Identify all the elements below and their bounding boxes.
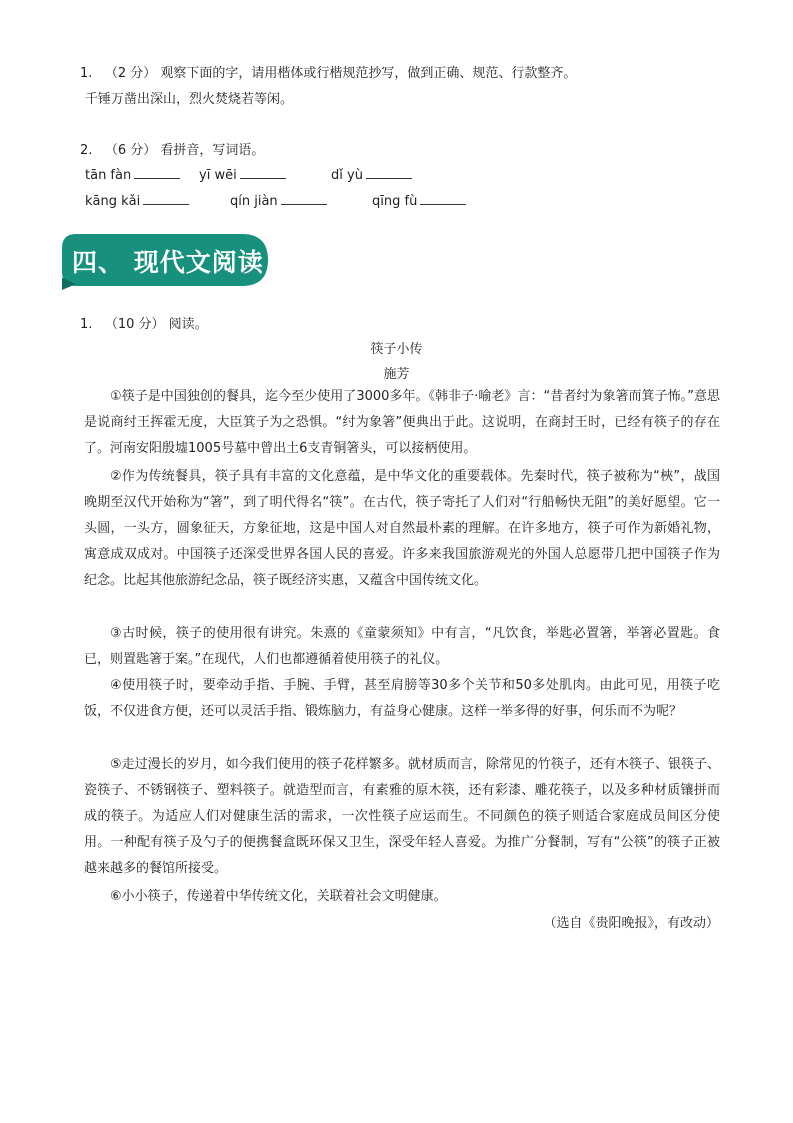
q3-line xyxy=(80,313,208,332)
q3-number: 1. xyxy=(80,317,93,332)
pinyin-item xyxy=(372,192,466,209)
q2-line xyxy=(80,139,264,158)
q1-number: 1. xyxy=(80,66,93,81)
section-banner xyxy=(62,234,268,286)
q2-points: （6 分） xyxy=(104,143,157,158)
article-paragraph-6: ⑥小小筷子，传递着中华传统文化，关联着社会文明健康。 xyxy=(110,889,447,904)
pinyin-text: yī wēi xyxy=(199,168,237,183)
answer-blank[interactable] xyxy=(366,166,412,179)
answer-blank[interactable] xyxy=(420,192,466,205)
answer-blank[interactable] xyxy=(240,166,286,179)
q1-copy-text: 千锤万凿出深山，烈火焚烧若等闲。 xyxy=(85,92,294,107)
q1-instruction: 观察下面的字，请用楷体或行楷规范抄写，做到正确、规范、行款整齐。 xyxy=(160,66,577,81)
q3-instruction: 阅读。 xyxy=(168,317,208,332)
article-paragraph-1: ①筷子是中国独创的餐具，迄今至少使用了3000多年。《韩非子·喻老》言：“昔者纣为象箸而箕子怖。”意思是说商纣王挥霍无度，大臣箕子为之恐惧。“纣为象箸”便典出于此。这说明，在商封王时，已经有筷子的存在了。河南安阳殷墟1005号墓中曾出土6支青铜箸头，可以接柄使用。 xyxy=(84,389,720,456)
pinyin-item xyxy=(199,166,286,183)
q2-number: 2. xyxy=(80,143,93,158)
pinyin-text: qín jiàn xyxy=(230,194,278,209)
q1-line xyxy=(80,62,576,81)
pinyin-item xyxy=(85,192,189,209)
q2-instruction: 看拼音，写词语。 xyxy=(160,143,265,158)
article-paragraph-2: ②作为传统餐具，筷子具有丰富的文化意蕴，是中华文化的重要载体。先秦时代，筷子被称为“梜”，战国晚期至汉代开始称为“箸”，到了明代得名“筷”。在古代，筷子寄托了人们对“行船畅快无阻”的美好愿望。它一头圆，一头方，圆象征天，方象征地，这是中国人对自然最朴素的理解。在许多地方，筷子可作为新婚礼物，寓意成双成对。中国筷子还深受世界各国人民的喜爱。许多来我国旅游观光的外国人总愿带几把中国筷子作为纪念。比起其他旅游纪念品，筷子既经济实惠，又蕴含中国传统文化。 xyxy=(84,469,720,588)
q1-points: （2 分） xyxy=(104,66,157,81)
pinyin-text: qīng fù xyxy=(372,194,418,209)
article-paragraph-3: ③古时候，筷子的使用很有讲究。朱熹的《童蒙须知》中有言，“凡饮食，举匙必置箸，举箸必置匙。食已，则置匙箸于案。”在现代，人们也都遵循着使用筷子的礼仪。 xyxy=(84,626,720,667)
pinyin-text: dǐ yù xyxy=(331,168,363,183)
article-paragraph-4: ④使用筷子时，要牵动手指、手腕、手臂，甚至肩膀等30多个关节和50多处肌肉。由此可见，用筷子吃饭，不仅进食方便，还可以灵活手指、锻炼脑力，有益身心健康。这样一举多得的好事，何乐而不为呢？ xyxy=(84,678,720,719)
article-author: 施芳 xyxy=(383,367,410,382)
q3-points: （10 分） xyxy=(104,317,165,332)
pinyin-text: tān fàn xyxy=(85,168,132,183)
answer-blank[interactable] xyxy=(143,192,189,205)
pinyin-item xyxy=(230,192,327,209)
pinyin-item xyxy=(331,166,412,183)
section-title: 四、 现代文阅读 xyxy=(72,248,264,277)
answer-blank[interactable] xyxy=(281,192,327,205)
article-paragraph-5: ⑤走过漫长的岁月，如今我们使用的筷子花样繁多。就材质而言，除常见的竹筷子，还有木筷子、银筷子、瓷筷子、不锈钢筷子、塑料筷子。就造型而言，有素雅的原木筷，还有彩漆、雕花筷子，以及多种材质镶拼而成的筷子。为适应人们对健康生活的需求，一次性筷子应运而生。不同颜色的筷子则适合家庭成员间区分使用。一种配有筷子及勺子的便携餐盒既环保又卫生，深受年轻人喜爱。为推广分餐制，写有“公筷”的筷子正被越来越多的餐馆所接受。 xyxy=(84,757,720,876)
pinyin-item xyxy=(85,166,180,183)
answer-blank[interactable] xyxy=(134,166,180,179)
article-source: （选自《贵阳晚报》，有改动） xyxy=(543,916,719,931)
article-title: 筷子小传 xyxy=(370,342,423,357)
pinyin-text: kāng kǎi xyxy=(85,194,141,209)
